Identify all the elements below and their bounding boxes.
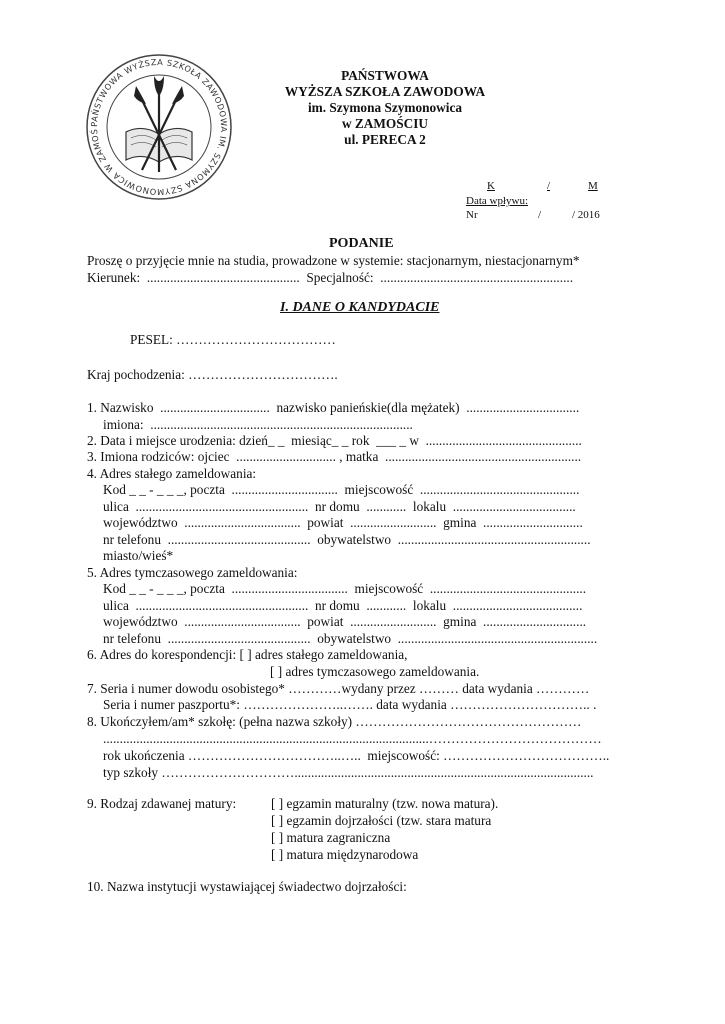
- correspondence-address-option-2[interactable]: [ ] adres tymczasowego zameldowania.: [270, 664, 480, 679]
- correspondence-address-option-1[interactable]: 6. Adres do korespondencji: [ ] adres stałego zameldowania,: [87, 647, 408, 662]
- permanent-postcode-field[interactable]: Kod _ _ - _ _ _, poczta ................................ miejscowość ................................................: [103, 482, 580, 497]
- temporary-address-heading: 5. Adres tymczasowego zameldowania:: [87, 565, 298, 580]
- certificate-issuer-field[interactable]: 10. Nazwa instytucji wystawiającej świadectwo dojrzałości:: [87, 879, 407, 894]
- institution-line-3: im. Szymona Szymonowica: [307, 100, 463, 115]
- temporary-street-field[interactable]: ulica .................................................... nr domu ............ lokalu .......................................: [103, 598, 583, 613]
- institution-line-1: PAŃSTWOWA: [341, 68, 429, 83]
- graduation-year-field[interactable]: rok ukończenia ……………………………..….. miejscowość: ………………………………..: [103, 748, 610, 763]
- permanent-street-field[interactable]: ulica .................................................... nr domu ............ lokalu .....................................: [103, 499, 576, 514]
- permanent-phone-field[interactable]: nr telefonu ........................................... obywatelstwo ..........................................................: [103, 532, 591, 547]
- direction-specialty-line: Kierunek: .............................................. Specjalność: ..........................................................: [87, 270, 574, 285]
- school-type-field[interactable]: typ szkoły …………………………..........................................................................................: [103, 765, 594, 780]
- temporary-phone-field[interactable]: nr telefonu ........................................... obywatelstwo ............................................................: [103, 631, 598, 646]
- passport-field[interactable]: Seria i numer paszportu*: …………………..……. data wydania ………………………….. .: [103, 697, 597, 712]
- matura-option-new[interactable]: [ ] egzamin maturalny (tzw. nowa matura).: [271, 796, 499, 811]
- office-nr: Nr: [466, 209, 478, 221]
- parents-names-field[interactable]: 3. Imiona rodziców: ojciec .............................. , matka ...........................................................: [87, 449, 582, 464]
- city-village-label: miasto/wieś*: [103, 548, 174, 563]
- birth-date-place-field[interactable]: 2. Data i miejsce urodzenia: dzień_ _ miesiąc_ _ rok ___ _ w ...............................................: [87, 433, 582, 448]
- study-request: Proszę o przyjęcie mnie na studia, prowadzone w systemie: stacjonarnym, niestacjonarnym*: [87, 253, 580, 268]
- permanent-address-heading: 4. Adres stałego zameldowania:: [87, 466, 257, 481]
- institution-line-4: w ZAMOŚCIU: [341, 116, 429, 131]
- matura-option-old[interactable]: [ ] egzamin dojrzałości (tzw. stara matura: [271, 813, 492, 828]
- permanent-region-field[interactable]: województwo ................................... powiat .......................... gmina ..............................: [103, 515, 583, 530]
- office-m: M: [588, 180, 598, 192]
- form-title: PODANIE: [329, 236, 394, 251]
- temporary-region-field[interactable]: województwo ................................... powiat .......................... gmina ...............................: [103, 614, 587, 629]
- section-candidate-data: I. DANE O KANDYDACIE: [280, 300, 440, 315]
- id-card-field[interactable]: 7. Seria i numer dowodu osobistego* …………wydany przez ……… data wydania …………: [87, 681, 590, 696]
- temporary-postcode-field[interactable]: Kod _ _ - _ _ _, poczta ................................... miejscowość ...............................................: [103, 581, 587, 596]
- surname-field[interactable]: 1. Nazwisko ................................. nazwisko panieńskie(dla mężatek) ..................................: [87, 400, 580, 415]
- institution-line-2: WYŻSZA SZKOŁA ZAWODOWA: [284, 84, 486, 99]
- school-name-field[interactable]: 8. Ukończyłem/am* szkołę: (pełna nazwa szkoły) ……………………………………………: [87, 714, 582, 729]
- office-k: K: [487, 180, 495, 192]
- matura-type-label: 9. Rodzaj zdawanej matury:: [87, 796, 237, 811]
- institution-line-5: ul. PERECA 2: [344, 132, 426, 147]
- office-slash: /: [547, 180, 551, 192]
- matura-option-foreign[interactable]: [ ] matura zagraniczna: [271, 830, 391, 845]
- matura-option-international[interactable]: [ ] matura międzynarodowa: [271, 847, 419, 862]
- office-slash-2: /: [538, 209, 542, 221]
- university-seal: [84, 52, 234, 202]
- office-year: / 2016: [572, 209, 600, 221]
- country-of-origin-field[interactable]: Kraj pochodzenia: …………………………….: [87, 367, 338, 382]
- first-names-field[interactable]: imiona: ...............................................................................: [103, 417, 413, 432]
- office-date-label: Data wpływu:: [466, 195, 529, 207]
- seal-ring-text: PAŃSTWOWA WYŻSZA SZKOŁA ZAWODOWA IM. SZYMONA SZYMONOWICA W ZAMOŚ: [88, 56, 230, 198]
- pesel-field[interactable]: PESEL: ………………………………: [130, 332, 336, 347]
- school-name-continued-field[interactable]: ..................................................................................................…………………………………: [103, 731, 602, 746]
